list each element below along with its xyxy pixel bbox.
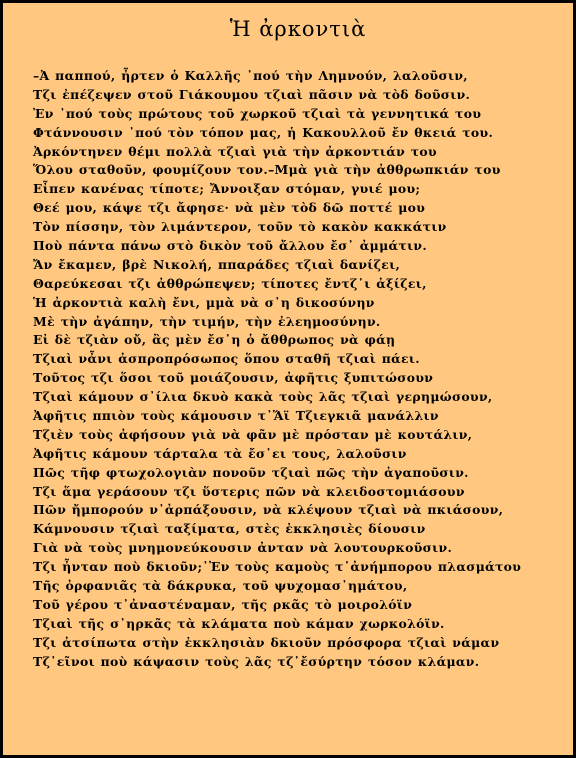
poem-line: Μὲ τὴν ἀγάπην, τὴν τιμήν, τὴν ἐλεημοσύνην. xyxy=(33,313,381,329)
poem-line: Τζιαὶ τῆς σ᾽ηρκᾶς τὰ κλάματα ποὺ κάμαν χωρκολόϊν. xyxy=(33,615,445,631)
poem-line: Ποὺ πάντα πάνω στὸ δικὸν τοῦ ἄλλου ἔσ᾽ ἀμμάτιν. xyxy=(33,238,428,254)
poem-page xyxy=(3,3,573,755)
poem-line: Τζι ἅμα γεράσουν τζι ὕστερις πῶν νὰ κλειδοστομιάσουν xyxy=(33,483,465,499)
poem-line: Κάμνουσιν τζιαὶ ταξίματα, στὲς ἐκκλησιὲς δίουσιν xyxy=(33,521,426,537)
poem-line: Τζιαὶ νἆνι ἀσπροπρόσωπος ὅπου σταθῆ τζιαὶ πάει. xyxy=(33,351,420,367)
poem-line: Ἀφῆτις ππιὸν τοὺς κάμουσιν τ᾽Ἅϊ Τζιεγκιᾶ μανάλλιν xyxy=(33,408,439,424)
poem-line: Τζι ἦνταν ποὺ δκιοῦν;᾽Ἐν τοὺς καμοὺς τ᾽ἀνήμπορου πλασμάτου xyxy=(33,559,522,575)
poem-line: Ἐν ᾽πού τοὺς πρώτους τοῦ χωρκοῦ τζιαὶ τὰ γεννητικά του xyxy=(33,105,482,121)
poem-line: Τοῦ γέρου τ᾽ἀναστέναμαν, τῆς ρκᾶς τὸ μοιρολόϊν xyxy=(33,596,413,612)
poem-line: Τῆς ὀρφανιᾶς τὰ δάκρυκα, τοῦ ψυχομασ᾽ημάτου, xyxy=(33,578,408,594)
poem-line: Πῶς τῆφ φτωχολογιὰν πονοῦν τζιαὶ πῶς τὴν ἀγαποῦσιν. xyxy=(33,464,469,480)
poem-line: Πῶν ἤμπορούν ν᾽ἀρπάξουσιν, νὰ κλέψουν τζιαὶ νὰ πκιάσουν, xyxy=(33,502,504,518)
poem-body xyxy=(33,67,563,672)
poem-line: Τζι ἐπέζεψεν στοῦ Γιάκουμου τζιαὶ πᾶσιν νὰ τὸδ δοῦσιν. xyxy=(33,86,471,102)
poem-title: Ἡ ἀρκοντιὰ xyxy=(229,17,367,41)
poem-line: Τζι ἀτσίπωτα στὴν ἐκκλησιὰν δκιοῦν πρόσφορα τζιαὶ νάμαν xyxy=(33,634,500,650)
poem-line: Ἄν ἔκαμεν, βρὲ Νικολή, ππαράδες τζιαὶ δανίζει, xyxy=(33,256,401,272)
poem-line: Θεέ μου, κάψε τζι ἄφησε· νὰ μὲν τὸδ δῶ ποττέ μου xyxy=(33,200,426,216)
poem-line: Ὅλου σταθοῦν, φουμίζουν τον.–Μμὰ γιὰ τὴν ἀθθρωπκιάν του xyxy=(33,162,501,178)
poem-line: Εἶπεν κανένας τίποτε; Ἄννοιξαν στόμαν, γυιέ μου; xyxy=(33,181,421,197)
poem-line: Τὸν πίσσην, τὸν λιμάντερον, τοῦν τὸ κακὸν κακκάτιν xyxy=(33,219,447,235)
poem-line: Γιὰ νὰ τοὺς μνημονεύκουσιν ἀνταν νὰ λουτουρκοῦσιν. xyxy=(33,540,453,556)
poem-line: Ἡ ἀρκοντιὰ καλὴ ἔνι, μμὰ νὰ σ᾽η δικοσύνην xyxy=(33,294,375,310)
poem-line: Τζ᾽εῖνοι ποὺ κάψασιν τοὺς λᾶς τζ᾽ἔσύρτην τόσον κλάμαν. xyxy=(33,653,480,669)
poem-line: Ἀρκόντηνεν θέμι πολλὰ τζιαὶ γιὰ τὴν ἀρκοντιάν του xyxy=(33,143,437,159)
poem-line: Εἰ δὲ τζιὰν οὔ, ἂς μὲν ἔσ᾽η ὁ ἄθθρωπος νὰ φάῃ xyxy=(33,332,396,348)
poem-line: Τζιαὶ κάμουν σ᾽ίλια δκυὸ κακὰ τοὺς λᾶς τζιαὶ γερημώσουν, xyxy=(33,389,493,405)
poem-line: Ἀφῆτις κάμουν τάρταλα τὰ ἔσ᾽ει τους, λαλοῦσιν xyxy=(33,445,407,461)
poem-line: Θαρεύκεσαι τζι ἀθθρώπεψεν; τίποτες ἔντζ᾽ι ἀξίζει, xyxy=(33,275,427,291)
poem-line: Φτάννουσιν ᾽πού τὸν τόπον μας, ἡ Κακουλλοῦ ἔν θκειά του. xyxy=(33,124,494,140)
poem-line: –Ἀ παππού, ἦρτεν ὁ Καλλῆς ᾽πού τὴν Λημνούν, λαλοῦσιν, xyxy=(33,68,468,83)
poem-line: Τοῦτος τζι ὅσοι τοῦ μοιάζουσιν, ἀφῆτις ξυπιτώσουν xyxy=(33,370,434,386)
poem-line: Τζιὲν τοὺς ἀφήσουν γιὰ νὰ φᾶν μὲ πρόσταν μὲ κουτάλιν, xyxy=(33,426,473,442)
